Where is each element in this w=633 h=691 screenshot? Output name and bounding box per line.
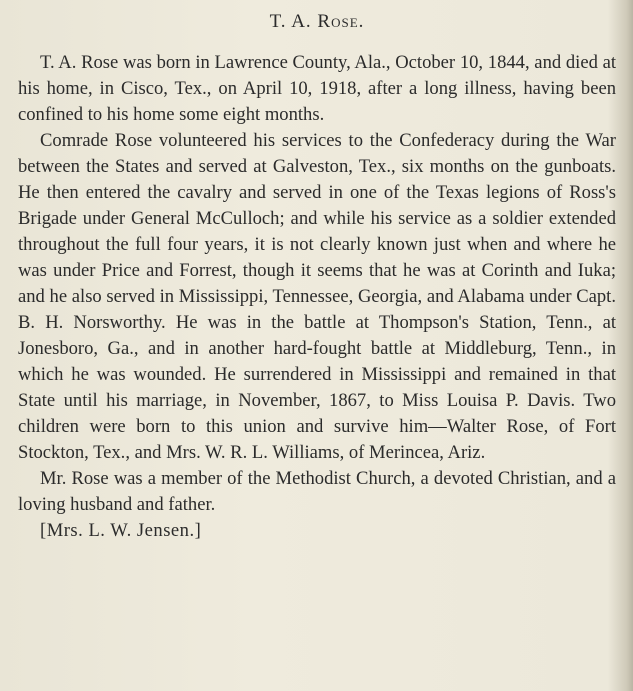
paragraph-church: Mr. Rose was a member of the Methodist Church, a devoted Christian, and a loving husband and father. (18, 468, 616, 515)
obituary-article (18, 8, 616, 544)
paragraph-service: Comrade Rose volunteered his services to the Confederacy during the War between the States and served at Galveston, Tex., six months on the gunboats. He then entered the cavalry and served in one of the Texas legions of Ross's Brigade under General McCulloch; and while his service as a soldier extended throughout the full four years, it is not clearly known just when and where he was under Price and Forrest, though it seems that he was at Corinth and Iuka; and he also served in Mississippi, Tennessee, Georgia, and Alabama under Capt. B. H. Norsworthy. He was in the battle at Thompson's Station, Tenn., at Jonesboro, Ga., and in another hard-fought battle at Middleburg, Tenn., in which he was wounded. He surrendered in Mississippi and remained in that State until his marriage, in November, 1867, to Miss Louisa P. Davis. Two children were born to this union and survive him—Walter Rose, of Fort Stockton, Tex., and Mrs. W. R. L. Williams, of Merincea, Ariz. (18, 130, 616, 463)
paragraph-birth-death: T. A. Rose was born in Lawrence County, Ala., October 10, 1844, and died at his home, in Cisco, Tex., on April 10, 1918, after a long illness, having been confined to his home some eight months. (18, 52, 616, 125)
author-signature: [Mrs. L. W. Jensen.] (40, 520, 202, 541)
article-title: T. A. Rose. (269, 11, 365, 32)
